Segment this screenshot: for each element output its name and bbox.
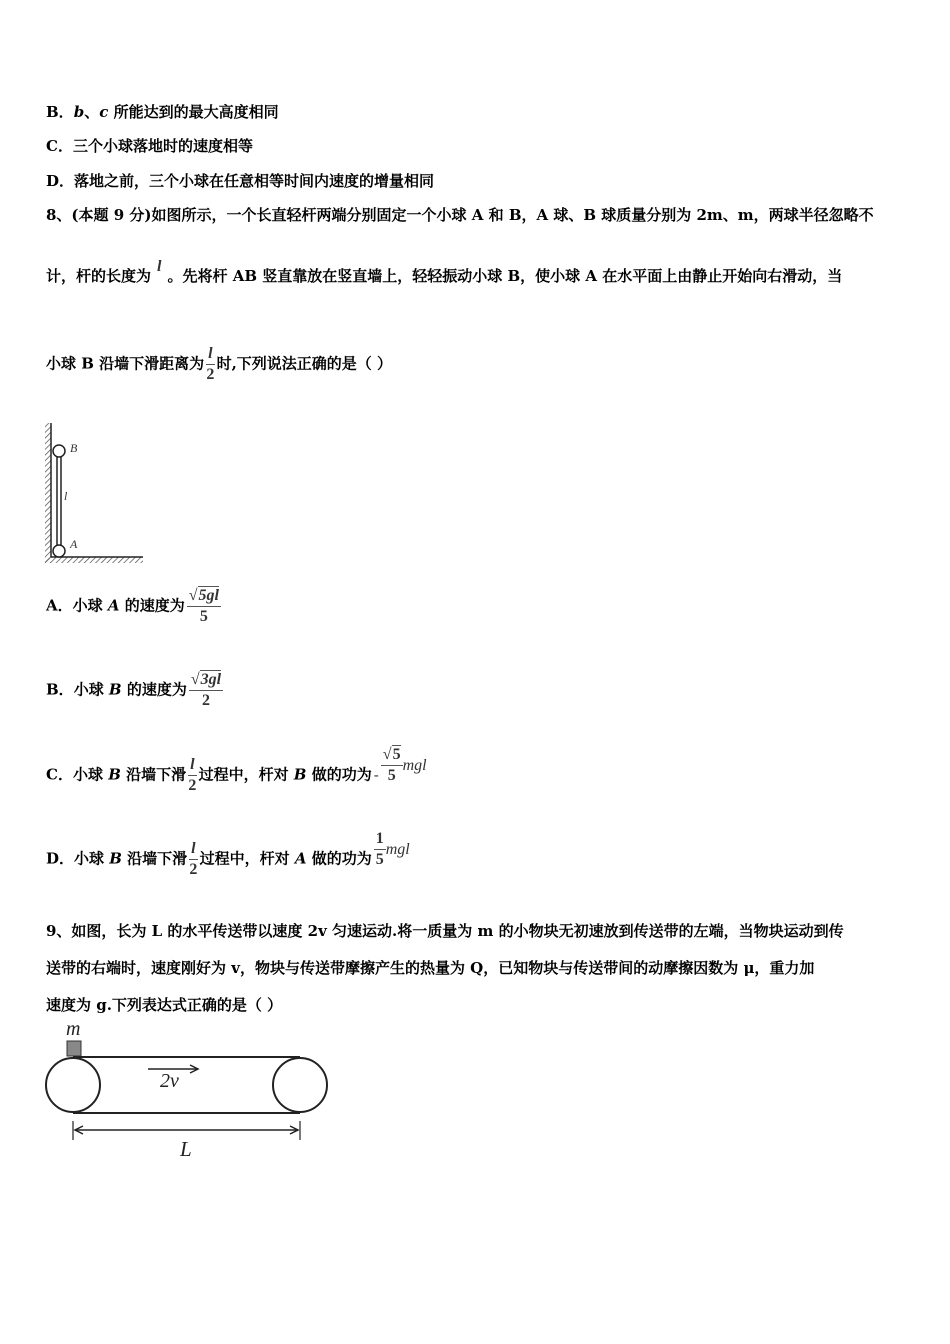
option-label: D． [46, 172, 75, 190]
option-text: 所能达到的最大高度相同 [108, 103, 279, 121]
wall-hatch [45, 423, 51, 563]
length-symbol: l [157, 258, 162, 275]
separator: 、 [84, 103, 100, 121]
stem-text: 小球 B 沿墙下滑距离为 [46, 354, 205, 373]
mgl: mgl [402, 756, 427, 774]
expr-sqrt5-over-5: $\frac{√5}{5}$ [382, 746, 401, 784]
stem-text: 计，杆的长度为 [46, 267, 152, 285]
option-label: A． [46, 596, 73, 615]
q8-stem-line3 [46, 344, 392, 385]
q9-stem-line2: 送带的右端时，速度刚好为 v，物块与传送带摩擦产生的热量为 Q，已知物块与传送带间的动摩擦因数为 μ，重力加 [46, 959, 815, 977]
fraction-1-over-5: $\frac{1}{5}$ [375, 830, 384, 868]
q8-option-a: A．小球 A 的速度为 $\frac{√5gl}{5}$ [46, 587, 219, 625]
option-text: 落地之前，三个小球在任意相等时间内速度的增量相同 [74, 172, 435, 190]
expr-sqrt5gl-over-5: $\frac{√5gl}{5}$ [188, 587, 219, 625]
floor-hatch [45, 557, 143, 563]
mgl: mgl [385, 840, 410, 858]
q8-option-d: D．小球 B 沿墙下滑 $\frac{l}{2}$ 过程中，杆对 A 做的功为 $\frac{1}{5}$ mgl [46, 830, 410, 878]
option-label: B． [46, 103, 74, 121]
label-m: m [66, 1018, 81, 1040]
fraction-l-over-2: $\frac{l}{2}$ [188, 756, 197, 794]
var-b: b [73, 103, 85, 121]
stem-text: 。先将杆 AB 竖直靠放在竖直墙上，轻轻振动小球 B，使小球 A 在水平面上由静止开始向右滑动，当 [167, 267, 843, 285]
block [67, 1041, 81, 1056]
fraction-l-over-2: $\frac{l}{2}$ [206, 345, 215, 383]
label-a: A [70, 537, 78, 551]
q7-option-d [46, 171, 434, 191]
var-c: c [99, 103, 109, 121]
option-label: C． [46, 137, 73, 155]
q9-stem-line3: 速度为 g.下列表达式正确的是（ ） [46, 996, 283, 1014]
q8-option-c: C．小球 B 沿墙下滑 $\frac{l}{2}$ 过程中，杆对 B 做的功为 - $\frac{√5}{5}$ mgl [46, 746, 427, 794]
rod-wall-figure [40, 420, 150, 570]
q8-stem-line1: 8、(本题 9 分)如图所示，一个长直轻杆两端分别固定一个小球 A 和 B，A 球、B 球质量分别为 2m、m，两球半径忽略不 [46, 206, 874, 224]
ball-b [53, 445, 65, 457]
option-label: D． [46, 849, 75, 868]
expr-sqrt3gl-over-2: $\frac{√3gl}{2}$ [190, 671, 222, 709]
q9-stem-line1: 9、如图，长为 L 的水平传送带以速度 2v 匀速运动.将一质量为 m 的小物块无初速放到传送带的左端，当物块运动到传 [46, 922, 844, 940]
var-a: A [107, 596, 120, 615]
option-text: 三个小球落地时的速度相等 [72, 137, 253, 155]
q8-option-b: B．小球 B 的速度为 $\frac{√3gl}{2}$ [46, 671, 222, 709]
q7-option-b [46, 102, 279, 122]
right-pulley [273, 1058, 327, 1112]
var-b: B [108, 680, 122, 699]
q8-stem-line2 [46, 258, 843, 287]
stem-text: 时,下列说法正确的是（ ） [216, 354, 393, 373]
option-label: B． [46, 680, 74, 699]
conveyor-belt-figure [40, 1018, 340, 1163]
minus-sign: - [373, 765, 379, 784]
label-l: l [64, 489, 68, 503]
label-b: B [70, 441, 78, 455]
label-length: L [180, 1137, 192, 1161]
q7-option-c [46, 136, 253, 156]
ball-a [53, 545, 65, 557]
fraction-l-over-2: $\frac{l}{2}$ [189, 840, 198, 878]
left-pulley [46, 1058, 100, 1112]
label-speed: 2v [160, 1070, 179, 1092]
option-label: C． [46, 765, 73, 784]
